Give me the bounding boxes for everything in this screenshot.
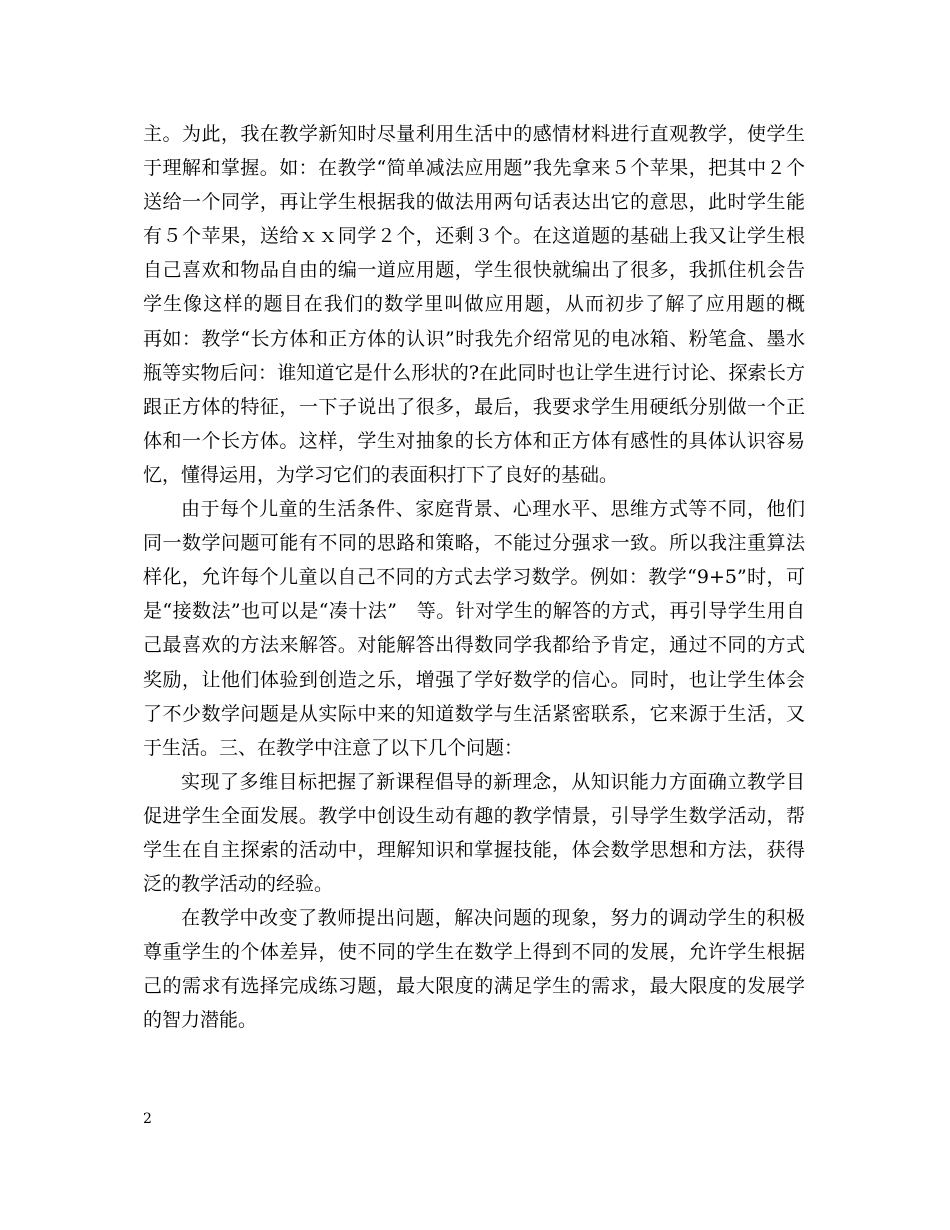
text-line: 己的需求有选择完成练习题，最大限度的满足学生的需求，最大限度的发展学 xyxy=(143,975,805,998)
text-line: 自己喜欢和物品自由的编一道应用题，学生很快就编出了很多，我抓住机会告 xyxy=(143,259,805,282)
text-line: 忆，懂得运用，为学习它们的表面积打下了良好的基础。 xyxy=(143,463,619,486)
text-line: 是“接数法”也可以是“凑十法” 等。针对学生的解答的方式，再引导学生用自 xyxy=(143,600,805,623)
text-line: 学生像这样的题目在我们的数学里叫做应用题，从而初步了解了应用题的概 xyxy=(143,293,805,316)
text-line: 有５个苹果，送给ｘｘ同学２个，还剩３个。在这道题的基础上我又让学生根 xyxy=(143,225,805,248)
text-line: 于理解和掌握。如：在教学“简单减法应用题”我先拿来５个苹果，把其中２个 xyxy=(143,157,805,180)
text-line: 尊重学生的个体差异，使不同的学生在数学上得到不同的发展，允许学生根据 xyxy=(143,941,805,964)
text-line: 学生在自主探索的活动中，理解知识和掌握技能，体会数学思想和方法，获得 xyxy=(143,838,805,861)
text-line: 于生活。三、在教学中注意了以下几个问题： xyxy=(143,736,524,759)
paragraph-first-line: 由于每个儿童的生活条件、家庭背景、心理水平、思维方式等不同，他们 xyxy=(181,498,805,521)
text-line: 体和一个长方体。这样，学生对抽象的长方体和正方体有感性的具体认识容易 xyxy=(143,429,805,452)
text-line: 己最喜欢的方法来解答。对能解答出得数同学我都给予肯定，通过不同的方式 xyxy=(143,634,805,657)
text-line: 主。为此，我在教学新知时尽量利用生活中的感情材料进行直观教学，使学生 xyxy=(143,123,805,145)
text-line: 再如：教学“长方体和正方体的认识”时我先介绍常见的电冰箱、粉笔盒、墨水 xyxy=(143,327,805,350)
text-line: 的智力潜能。 xyxy=(143,1009,258,1032)
text-line: 奖励，让他们体验到创造之乐，增强了学好数学的信心。同时，也让学生体会 xyxy=(143,668,805,691)
paragraph-first-line: 在教学中改变了教师提出问题，解决问题的现象，努力的调动学生的积极 xyxy=(181,907,805,930)
text-line: 送给一个同学，再让学生根据我的做法用两句话表达出它的意思，此时学生能 xyxy=(143,191,805,214)
paragraph-first-line: 实现了多维目标把握了新课程倡导的新理念，从知识能力方面确立教学目 xyxy=(181,770,805,793)
text-line: 了不少数学问题是从实际中来的知道数学与生活紧密联系，它来源于生活，又 xyxy=(143,702,805,725)
text-line: 同一数学问题可能有不同的思路和策略，不能过分强求一致。所以我注重算法 xyxy=(143,532,805,555)
page-number: 2 xyxy=(143,1111,152,1127)
text-line: 泛的教学活动的经验。 xyxy=(143,873,334,896)
text-line: 瓶等实物后问：谁知道它是什么形状的?在此同时也让学生进行讨论、探索长方 xyxy=(143,361,805,384)
body-text xyxy=(143,117,805,1038)
text-line: 促进学生全面发展。教学中创设生动有趣的教学情景，引导学生数学活动，帮 xyxy=(143,804,805,827)
text-line: 样化，允许每个儿童以自己不同的方式去学习数学。例如：教学“9+5”时，可 xyxy=(143,566,805,589)
text-line: 跟正方体的特征，一下子说出了很多，最后，我要求学生用硬纸分别做一个正 xyxy=(143,395,805,418)
